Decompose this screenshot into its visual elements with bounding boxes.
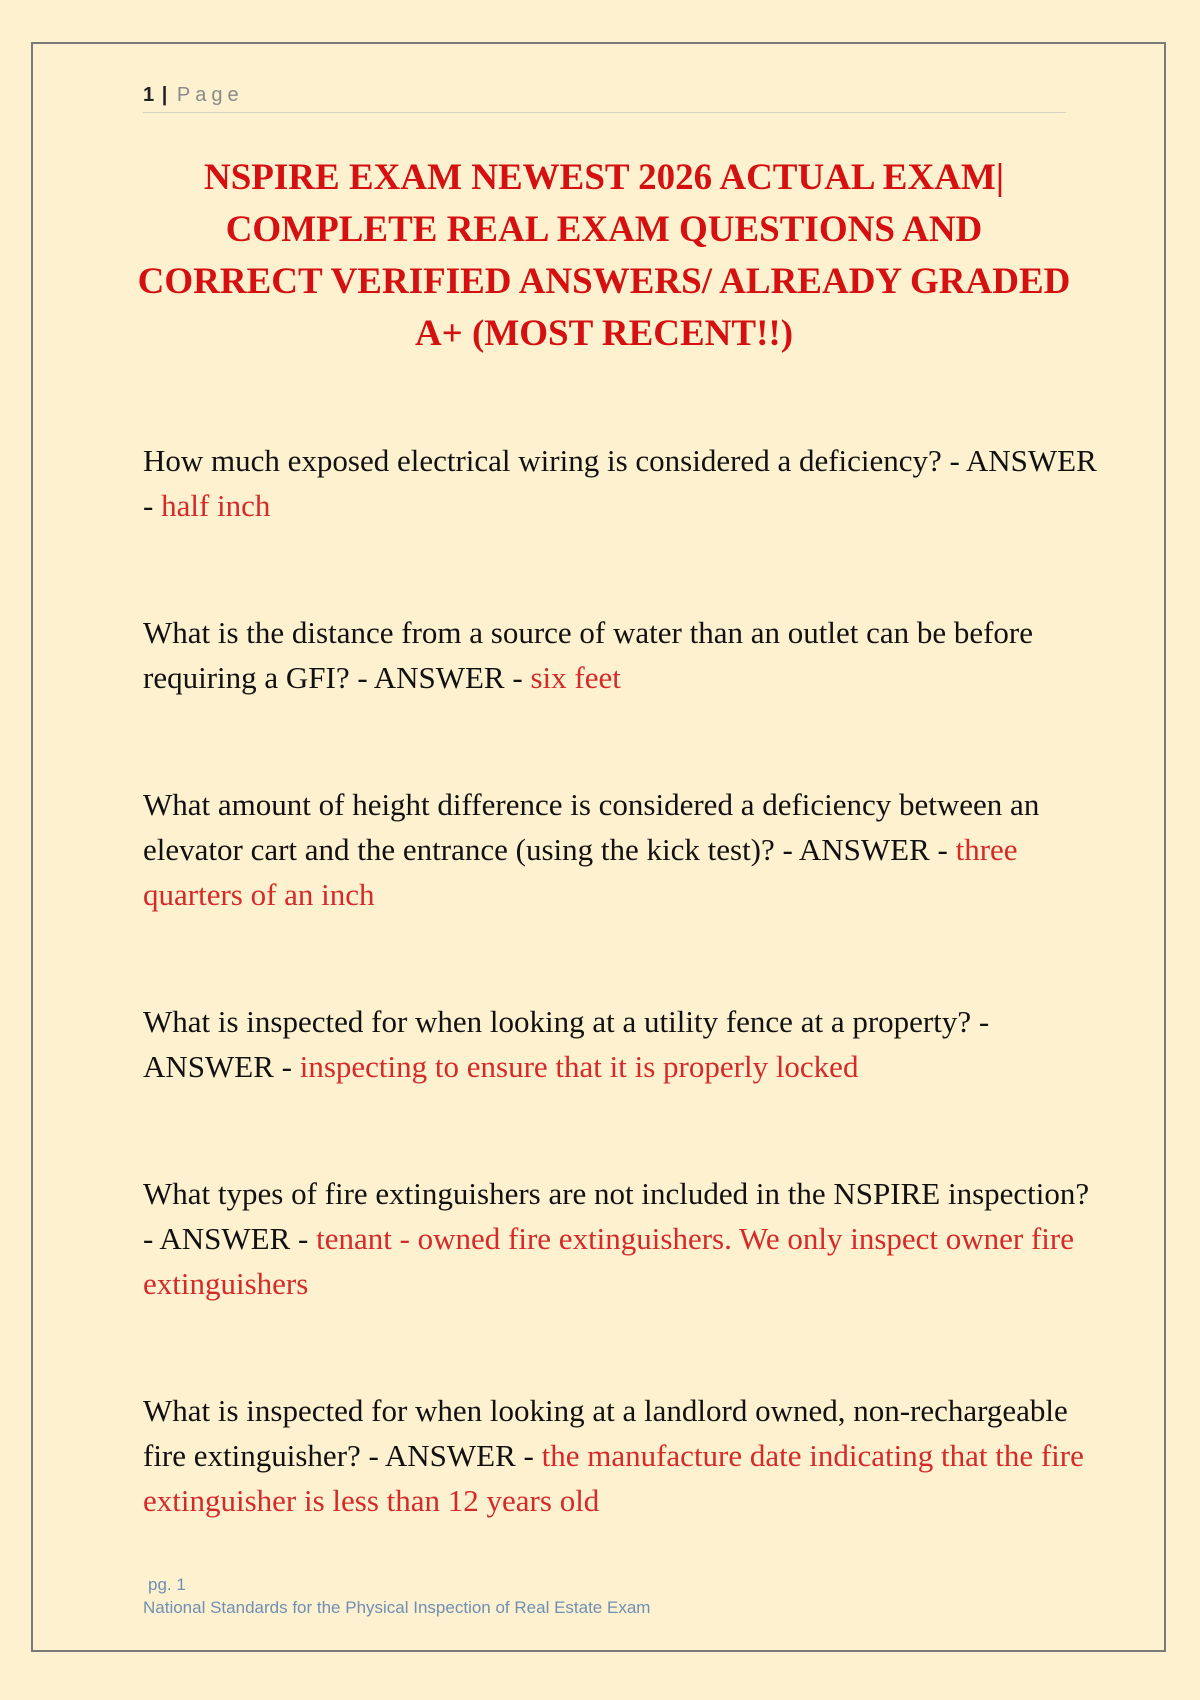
question-text: How much exposed electrical wiring is considered a deficiency? - ANSWER - — [143, 443, 1097, 523]
answer-text: inspecting to ensure that it is properly locked — [299, 1049, 859, 1084]
page-header — [143, 82, 1066, 113]
question-text: What is inspected for when looking at a utility fence at a property? - ANSWER - — [143, 1004, 990, 1084]
answer-text: tenant - owned fire extinguishers. We only inspect owner fire extinguishers — [143, 1221, 1075, 1301]
question-text: What amount of height difference is considered a deficiency between an elevator cart and the entrance (using the kick test)? - ANSWER - — [143, 787, 1040, 867]
qa-item — [143, 1171, 1098, 1306]
header-page-word: Page — [176, 84, 244, 106]
answer-text: six feet — [530, 660, 621, 695]
page-footer — [143, 1574, 650, 1620]
question-text: What is inspected for when looking at a landlord owned, non-rechargeable fire extinguisher? - ANSWER - — [143, 1393, 1068, 1473]
header-page-number: 1 — [143, 84, 155, 106]
question-text: What types of fire extinguishers are not included in the NSPIRE inspection? - ANSWER - — [143, 1176, 1090, 1256]
qa-item — [143, 610, 1098, 700]
qa-item — [143, 782, 1098, 917]
qa-item — [143, 438, 1098, 528]
answer-text: the manufacture date indicating that the fire extinguisher is less than 12 years old — [143, 1438, 1084, 1518]
footer-page-label: pg. 1 — [148, 1575, 186, 1594]
footer-document-title: National Standards for the Physical Inspection of Real Estate Exam — [143, 1598, 651, 1617]
document-page — [31, 42, 1166, 1652]
answer-text: three quarters of an inch — [143, 832, 1018, 912]
answer-text: half inch — [161, 488, 271, 523]
qa-item — [143, 999, 1098, 1089]
question-text: What is the distance from a source of water than an outlet can be before requiring a GFI? - ANSWER - — [143, 615, 1034, 695]
document-title: NSPIRE EXAM NEWEST 2026 ACTUAL EXAM| COMPLETE REAL EXAM QUESTIONS AND CORRECT VERIFIED ANSWERS/ ALREADY GRADED A+ (MOST RECENT!!) — [137, 157, 1071, 354]
header-separator: | — [161, 84, 168, 106]
qa-item — [143, 1388, 1098, 1523]
